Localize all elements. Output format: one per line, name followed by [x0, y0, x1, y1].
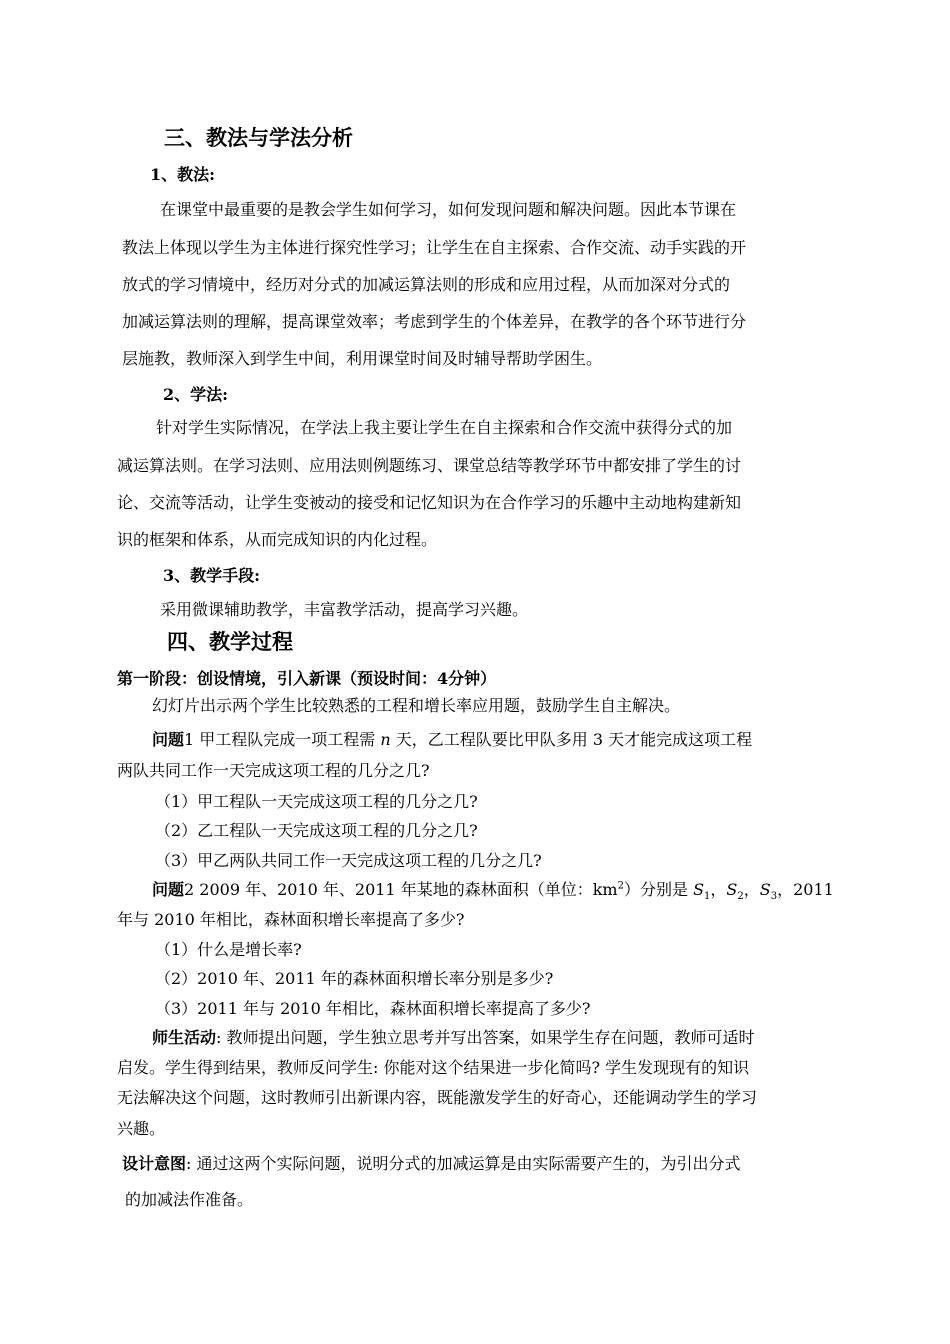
paragraph-line: 采用微课辅助教学，丰富教学活动，提高学习兴趣。: [160, 600, 529, 619]
intro-line: 幻灯片出示两个学生比较熟悉的工程和增长率应用题，鼓励学生自主解决。: [152, 696, 681, 715]
paragraph-line: 针对学生实际情况，在学法上我主要让学生在自主探索和合作交流中获得分式的加: [156, 418, 733, 437]
paragraph-line: 层施教，教师深入到学生中间，利用课堂时间及时辅导帮助学困生。: [122, 349, 603, 368]
paragraph-line: 减运算法则。在学习法则、应用法则例题练习、课堂总结等教学环节中都安排了学生的讨: [117, 456, 742, 475]
activity-line: 启发。学生得到结果，教师反问学生: 你能对这个结果进一步化简吗? 学生发现现有的知识: [117, 1058, 750, 1077]
stage-1-heading: 第一阶段：创设情境，引入新课（预设时间：4分钟）: [117, 669, 497, 688]
activity-label: 师生活动: [152, 1028, 217, 1047]
activity-line: 无法解决这个问题，这时教师引出新课内容，既能激发学生的好奇心，还能调动学生的学习: [117, 1088, 758, 1107]
design-intent-line: 设计意图: 通过这两个实际问题，说明分式的加减运算是由实际需要产生的，为引出分式: [122, 1154, 741, 1173]
question-2-line-2: 年与 2010 年相比，森林面积增长率提高了多少?: [117, 910, 465, 929]
question-1-subitem: （1）甲工程队一天完成这项工程的几分之几?: [155, 792, 478, 811]
paragraph-line: 教法上体现以学生为主体进行探究性学习；让学生在自主探索、合作交流、动手实践的开: [122, 238, 747, 257]
question-2-label: 问题: [152, 880, 185, 899]
question-2-subitem: （2）2010 年、2011 年的森林面积增长率分别是多少?: [155, 969, 554, 988]
paragraph-line: 放式的学习情境中，经历对分式的加减运算法则的形成和应用过程，从而加深对分式的: [122, 275, 731, 294]
question-2-subitem: （1）什么是增长率?: [155, 940, 302, 959]
variable-n: n: [380, 730, 391, 749]
paragraph-line: 加减运算法则的理解，提高课堂效率；考虑到学生的个体差异，在教学的各个环节进行分: [122, 312, 747, 331]
question-1-line-2: 两队共同工作一天完成这项工程的几分之几?: [117, 761, 430, 780]
subsection-teaching-means-title: 3、教学手段:: [163, 566, 261, 585]
question-2-subitem: （3）2011 年与 2010 年相比，森林面积增长率提高了多少?: [155, 999, 591, 1018]
section-4-title: 四、教学过程: [167, 629, 293, 654]
question-1-subitem: （2）乙工程队一天完成这项工程的几分之几?: [155, 821, 478, 840]
design-intent-label: 设计意图: [122, 1154, 187, 1173]
question-1-label: 问题: [152, 730, 185, 749]
design-intent-line-2: 的加减法作准备。: [125, 1190, 254, 1209]
question-2-line: 问题2 2009 年、2010 年、2011 年某地的森林面积（单位：$km^2$）分别是 $S_1$，$S_2$，$S_3$，2011: [152, 880, 834, 903]
subsection-learning-method-title: 2、学法:: [163, 385, 229, 404]
section-3-title: 三、教法与学法分析: [164, 125, 353, 150]
paragraph-line: 论、交流等活动，让学生变被动的接受和记忆知识为在合作学习的乐趣中主动地构建新知: [117, 493, 742, 512]
question-1-line: 问题1 甲工程队完成一项工程需 n 天，乙工程队要比甲队多用 3 天才能完成这项工程: [152, 730, 753, 749]
question-1-subitem: （3）甲乙两队共同工作一天完成这项工程的几分之几?: [155, 851, 542, 870]
activity-line: 兴趣。: [117, 1119, 166, 1138]
activity-line: 师生活动: 教师提出问题，学生独立思考并写出答案，如果学生存在问题，教师可适时: [152, 1028, 755, 1047]
paragraph-line: 识的框架和体系，从而完成知识的内化过程。: [117, 530, 438, 549]
paragraph-line: 在课堂中最重要的是教会学生如何学习，如何发现问题和解决问题。因此本节课在: [160, 200, 737, 219]
subsection-teaching-method-title: 1、教法:: [150, 165, 216, 184]
